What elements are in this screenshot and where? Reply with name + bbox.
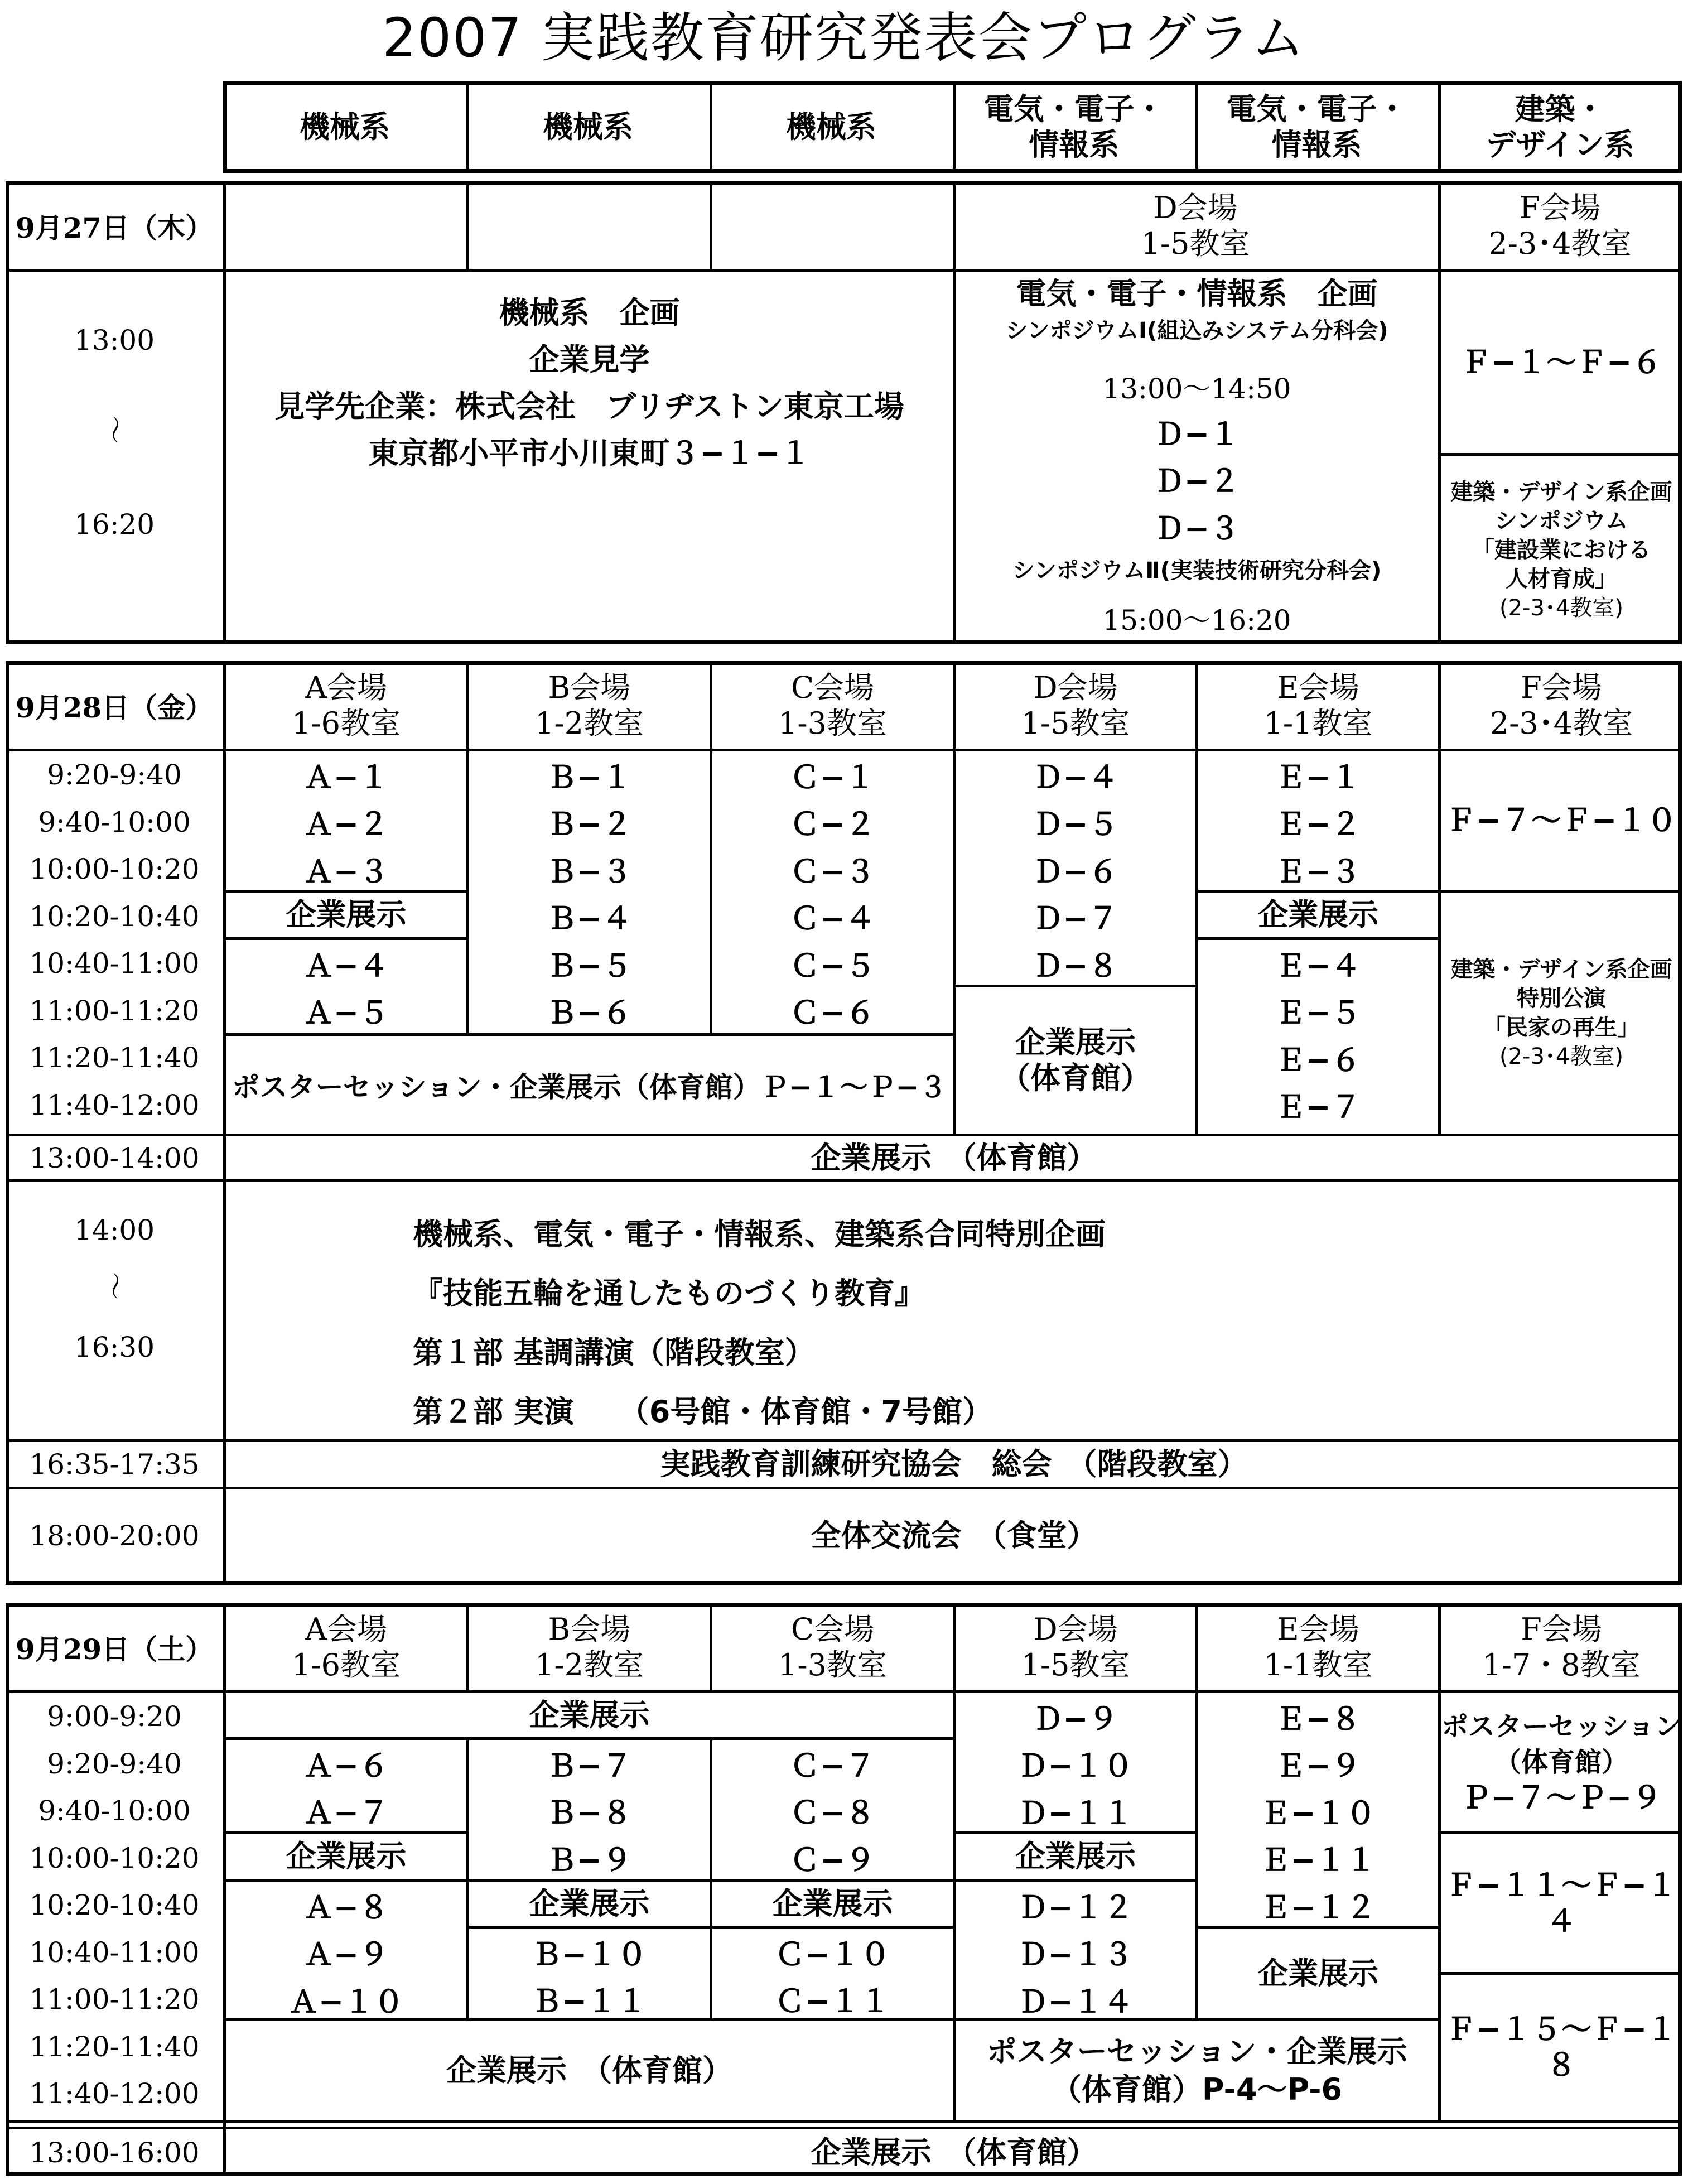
day2-times (6, 751, 223, 1129)
day3-f-sessions-2: Ｆ−１１〜Ｆ−１４ (1445, 1867, 1677, 1939)
session-item: Ｅ−９ (1275, 1748, 1361, 1784)
day1-time-end: 16:20 (74, 508, 155, 541)
column-header-electrical: 電気・電子・ 情報系 (1226, 91, 1407, 162)
session-item: Ｂ−４ (546, 901, 633, 937)
session-item: Ｅ−２ (1275, 807, 1361, 842)
session-item: Ｄ−１０ (1017, 1748, 1134, 1784)
day2-assembly-time: 16:35-17:35 (29, 1448, 200, 1481)
session-item: Ａ−２ (303, 807, 389, 842)
day3-times (6, 1693, 223, 2118)
session-item: Ｅ−１ (1275, 759, 1361, 795)
session-item: Ｃ−５ (789, 948, 876, 983)
day1-date: 9月27日（木） (15, 211, 214, 244)
time-slot: 10:20-10:40 (29, 1889, 200, 1922)
time-slot: 11:20-11:40 (29, 1042, 200, 1074)
session-item: Ｄ−４ (1033, 759, 1118, 795)
session-item: Ｅ−７ (1275, 1089, 1361, 1125)
day2-e-sessions (1198, 751, 1438, 893)
day2-venue-e: E会場 1-1教室 (1263, 670, 1373, 741)
day2-venue-c: C会場 1-3教室 (778, 670, 887, 741)
session-item: Ｃ−９ (789, 1842, 876, 1878)
session-item: Ａ−１ (303, 759, 389, 795)
day2-a-sessions-2 (226, 940, 466, 1034)
day1-elec-time2: 15:00〜16:20 (1102, 604, 1291, 637)
arch-line: 人材育成」 (1505, 566, 1617, 592)
session-item: Ｂ−１ (546, 759, 633, 795)
day1-elec-time1: 13:00〜14:50 (1102, 372, 1291, 405)
day3-c-sessions (712, 1740, 953, 1882)
arch-line: シンポジウム (1494, 508, 1628, 534)
day2-arch-event (1441, 893, 1682, 1134)
session-item: Ｃ−３ (789, 854, 876, 889)
day2-special-event (413, 1205, 1106, 1441)
day2-b-sessions (469, 751, 710, 1034)
day2-assembly: 実践教育訓練研究協会 総会 （階段教室） (660, 1447, 1248, 1482)
time-slot: 11:00-11:20 (29, 1983, 200, 2016)
session-item: Ｅ−８ (1275, 1701, 1361, 1737)
arch-line: 特別公演 (1516, 986, 1606, 1011)
session-item: Ｄ−１ (1154, 416, 1240, 452)
day2-lunch-expo: 企業展示 （体育館） (811, 1140, 1097, 1175)
special-line: 機械系、電気・電子・情報系、建築系合同特別企画 (413, 1217, 1106, 1252)
column-header-mechanical: 機械系 (543, 109, 633, 144)
session-item: Ｄ−１１ (1017, 1795, 1134, 1831)
day2-e-sessions-2 (1198, 940, 1438, 1129)
day2-lunch-time: 13:00-14:00 (29, 1141, 200, 1174)
time-slot: 9:40-10:00 (38, 1795, 191, 1828)
arch-line: (2-3･4教室) (1499, 595, 1623, 621)
day3-venue-c: C会場 1-3教室 (778, 1612, 887, 1682)
day3-e-sessions (1198, 1693, 1438, 1929)
session-item: Ｅ−３ (1275, 854, 1361, 889)
session-item: Ｃ−１０ (774, 1936, 891, 1972)
session-item: Ａ−６ (303, 1748, 389, 1783)
session-item: Ｃ−１１ (774, 1984, 891, 2019)
time-slot: 10:00-10:20 (29, 853, 200, 886)
session-item: Ｄ−１３ (1017, 1937, 1134, 1973)
day1-elec-symposium1: シンポジウムⅠ(組込みシステム分科会) (1005, 317, 1388, 344)
day3-d-expo: 企業展示 (1015, 1839, 1136, 1874)
day3-after-expo: 企業展示 （体育館） (811, 2134, 1097, 2170)
session-item: Ｄ−６ (1033, 854, 1118, 889)
day2-f-sessions: Ｆ−７〜Ｆ−１０ (1445, 803, 1677, 838)
column-header-electrical: 電気・電子・ 情報系 (983, 91, 1165, 162)
session-item: Ｃ−６ (789, 995, 876, 1031)
poster-line: （体育館） (1494, 1747, 1628, 1778)
day1-venue-f: F会場 2-3･4教室 (1488, 190, 1632, 261)
day3-abc-expo: 企業展示 (529, 1697, 650, 1733)
day2-a-expo: 企業展示 (286, 897, 407, 932)
special-line: 第２部 実演 （6号館・体育館・7号館） (413, 1394, 992, 1429)
arch-line: 建築・デザイン系企画 (1450, 957, 1672, 982)
divider (6, 2120, 1682, 2123)
session-item: Ｅ−１１ (1260, 1843, 1376, 1878)
column-header-mechanical: 機械系 (300, 109, 390, 144)
session-item: Ｄ−３ (1154, 510, 1240, 546)
day3-a-sessions-2 (226, 1882, 466, 2023)
day2-venue-a: A会場 1-6教室 (292, 670, 401, 741)
session-item: Ｂ−１１ (531, 1984, 648, 2019)
divider (710, 181, 712, 271)
day2-venue-f: F会場 2-3･4教室 (1489, 670, 1633, 741)
day1-elec-sessions (956, 408, 1438, 550)
day1-time-start: 13:00 (74, 324, 155, 356)
day1-elec-title: 電気・電子・情報系 企画 (1016, 276, 1378, 311)
day1-time-tilde: 〜 (98, 416, 131, 443)
day2-special-time-end: 16:30 (74, 1331, 155, 1363)
divider (6, 1179, 1682, 1182)
session-item: Ｃ−７ (789, 1748, 876, 1783)
special-line: 第１部 基調講演（階段教室） (413, 1335, 815, 1370)
session-item: Ｂ−８ (546, 1795, 633, 1831)
time-slot: 11:40-12:00 (29, 2077, 200, 2110)
day2-c-sessions (712, 751, 953, 1034)
day2-date: 9月28日（金） (15, 691, 214, 724)
time-slot: 11:40-12:00 (29, 1088, 200, 1121)
day2-special-time-start: 14:00 (74, 1214, 155, 1246)
special-line: 『技能五輪を通したものづくり教育』 (413, 1276, 925, 1311)
time-slot: 9:20-9:40 (47, 759, 182, 792)
arch-line: 建築・デザイン系企画 (1450, 479, 1672, 505)
time-slot: 10:40-11:00 (29, 947, 200, 980)
day2-d-sessions (956, 751, 1195, 987)
session-item: Ｂ−３ (546, 854, 633, 889)
session-item: Ｄ−５ (1033, 807, 1118, 842)
arch-line: 「建設業における (1472, 537, 1651, 563)
divider (466, 181, 469, 271)
day3-d-sessions (956, 1693, 1195, 1835)
session-item: Ｄ−８ (1033, 948, 1118, 983)
arch-line: (2-3･4教室) (1499, 1044, 1623, 1069)
day3-b-expo: 企業展示 (529, 1886, 650, 1921)
session-item: Ａ−８ (303, 1889, 389, 1925)
day2-poster-session: ポスターセッション・企業展示（体育館）Ｐ−１〜Ｐ−３ (232, 1071, 947, 1103)
session-item: Ｂ−９ (546, 1842, 633, 1878)
day3-f-sessions-3: Ｆ−１５〜Ｆ−１８ (1445, 2012, 1677, 2082)
day1-mechanical-event (226, 272, 953, 495)
day3-de-poster: ポスターセッション・企業展示 （体育館）P-4〜P-6 (986, 2033, 1407, 2107)
day3-venue-e: E会場 1-1教室 (1263, 1612, 1373, 1682)
poster-line: Ｐ−７〜Ｐ−９ (1460, 1780, 1662, 1815)
day2-venue-d: D会場 1-5教室 (1021, 670, 1130, 741)
day2-a-sessions (226, 751, 466, 893)
day3-venue-a: A会場 1-6教室 (292, 1612, 401, 1682)
day1-mech-line: 企業見学 (529, 342, 650, 377)
day3-b-sessions-2 (469, 1929, 710, 2023)
session-item: Ａ−７ (303, 1795, 389, 1831)
day3-after-time: 13:00-16:00 (29, 2136, 200, 2169)
time-slot: 10:40-11:00 (29, 1936, 200, 1969)
session-item: Ｂ−６ (546, 995, 633, 1031)
session-item: Ａ−４ (303, 948, 389, 983)
session-item: Ｃ−８ (789, 1795, 876, 1831)
time-slot: 10:20-10:40 (29, 900, 200, 933)
day3-venue-d: D会場 1-5教室 (1021, 1612, 1130, 1682)
day2-party-time: 18:00-20:00 (29, 1520, 200, 1552)
day3-b-sessions (469, 1740, 710, 1882)
session-item: Ｅ−１０ (1260, 1795, 1376, 1831)
session-item: Ｄ−１２ (1017, 1889, 1134, 1925)
column-header-mechanical: 機械系 (786, 109, 876, 144)
time-slot: 9:00-9:20 (47, 1700, 182, 1733)
session-item: Ａ−３ (303, 854, 389, 889)
day2-party: 全体交流会 （食堂） (811, 1518, 1097, 1553)
poster-line: ポスターセッション (1441, 1711, 1682, 1742)
day1-mech-line: 機械系 企画 (499, 295, 680, 330)
session-item: Ａ−１０ (288, 1984, 404, 2019)
day1-f-sessions: Ｆ−１〜Ｆ−６ (1460, 344, 1662, 380)
day2-special-time-tilde: 〜 (98, 1272, 131, 1300)
divider (6, 1582, 1682, 1585)
day1-venue-d: D会場 1-5教室 (1141, 190, 1250, 261)
time-slot: 11:20-11:40 (29, 2030, 200, 2063)
day3-venue-b: B会場 1-2教室 (535, 1612, 644, 1682)
day3-f-poster (1441, 1693, 1682, 1831)
day2-d-expo: 企業展示 （体育館） (1000, 1025, 1151, 1096)
session-item: Ｅ−１２ (1260, 1889, 1376, 1925)
time-slot: 9:40-10:00 (38, 806, 191, 838)
session-item: Ｃ−４ (789, 901, 876, 937)
day2-e-expo: 企業展示 (1258, 897, 1378, 932)
session-item: Ｅ−６ (1275, 1042, 1361, 1078)
session-item: Ｃ−１ (789, 759, 876, 795)
session-item: Ｄ−９ (1033, 1701, 1118, 1737)
session-item: Ｂ−２ (546, 807, 633, 842)
column-header-architecture: 建築・ デザイン系 (1486, 91, 1634, 162)
session-item: Ｂ−５ (546, 948, 633, 983)
arch-line: 「民家の再生」 (1483, 1015, 1639, 1040)
session-item: Ｄ−１４ (1017, 1984, 1134, 2019)
session-item: Ａ−５ (303, 995, 389, 1031)
session-item: Ｂ−１０ (531, 1936, 648, 1972)
day1-mech-line: 東京都小平市小川東町３−１−１ (368, 436, 811, 471)
time-slot: 10:00-10:20 (29, 1841, 200, 1874)
session-item: Ｄ−７ (1033, 901, 1118, 937)
session-item: Ｃ−２ (789, 807, 876, 842)
day2-venue-b: B会場 1-2教室 (535, 670, 644, 741)
day1-elec-symposium2: シンポジウムⅡ(実装技術研究分科会) (1012, 557, 1382, 584)
day1-mech-line: 見学先企業：株式会社 ブリヂストン東京工場 (274, 389, 904, 424)
day3-c-expo: 企業展示 (772, 1886, 893, 1921)
time-slot: 11:00-11:20 (29, 994, 200, 1027)
time-slot: 9:20-9:40 (47, 1747, 182, 1780)
day3-date: 9月29日（土） (15, 1633, 214, 1666)
page-title: 2007 実践教育研究発表会プログラム (382, 7, 1306, 69)
day3-e-expo: 企業展示 (1258, 1955, 1378, 1991)
session-item: Ｄ−２ (1154, 464, 1240, 499)
day3-a-expo: 企業展示 (286, 1839, 407, 1874)
session-item: Ａ−９ (303, 1937, 389, 1973)
session-item: Ｅ−４ (1275, 948, 1361, 983)
day3-a-sessions (226, 1740, 466, 1834)
day3-venue-f: F会場 1-7・8教室 (1482, 1612, 1641, 1682)
session-item: Ｅ−５ (1275, 995, 1361, 1031)
day3-c-sessions-2 (712, 1929, 953, 2023)
day3-d-sessions-2 (956, 1882, 1195, 2023)
day3-abc-gym-expo: 企業展示 （体育館） (446, 2052, 732, 2088)
day1-arch-event (1441, 456, 1682, 644)
session-item: Ｂ−７ (546, 1748, 633, 1783)
